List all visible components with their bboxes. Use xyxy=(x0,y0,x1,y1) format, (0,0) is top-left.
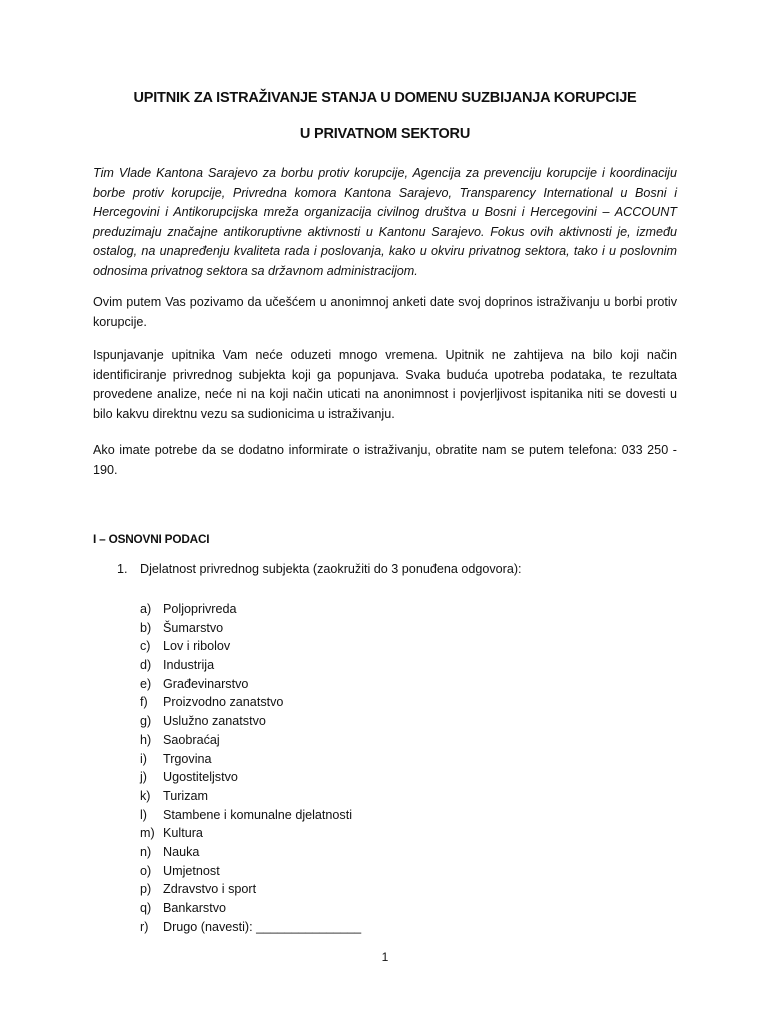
answer-options-list xyxy=(140,600,361,936)
answer-option[interactable] xyxy=(140,675,361,694)
option-label: Šumarstvo xyxy=(163,620,224,635)
option-label: Kultura xyxy=(163,826,203,841)
answer-option[interactable] xyxy=(140,768,361,787)
option-label: Poljoprivreda xyxy=(163,602,237,616)
document-title-line2: U PRIVATNOM SEKTORU xyxy=(299,126,471,142)
answer-option[interactable] xyxy=(140,712,361,731)
option-label: Saobraćaj xyxy=(163,732,220,747)
option-letter: a) xyxy=(140,602,152,616)
option-letter: m) xyxy=(140,826,155,841)
answer-option[interactable] xyxy=(140,637,361,656)
answer-option[interactable] xyxy=(140,731,361,750)
question-text: Djelatnost privrednog subjekta (zaokružiti do 3 ponuđena odgovora): xyxy=(140,562,522,576)
option-label: Bankarstvo xyxy=(163,901,226,915)
option-label: Ugostiteljstvo xyxy=(163,770,238,785)
option-letter: p) xyxy=(140,882,152,897)
invitation-paragraph: Ovim putem Vas pozivamo da učešćem u anonimnoj anketi date svoj doprinos istraživanju u borbi protiv korupcije. xyxy=(93,295,677,329)
answer-option[interactable] xyxy=(140,880,361,899)
option-letter: r) xyxy=(140,919,149,934)
option-label: Zdravstvo i sport xyxy=(163,882,257,897)
option-letter: b) xyxy=(140,620,152,635)
answer-option[interactable] xyxy=(140,899,361,918)
question-1 xyxy=(117,562,522,576)
option-letter: n) xyxy=(140,844,152,859)
option-label: Građevinarstvo xyxy=(163,676,249,691)
option-label: Lov i ribolov xyxy=(163,639,231,654)
option-label: Trgovina xyxy=(163,751,212,766)
answer-option[interactable] xyxy=(140,600,361,619)
option-letter: d) xyxy=(140,658,152,673)
option-letter: l) xyxy=(140,807,147,822)
option-letter: q) xyxy=(140,901,152,915)
option-label: Stambene i komunalne djelatnosti xyxy=(163,807,353,822)
option-label: Industrija xyxy=(163,658,215,673)
option-letter: h) xyxy=(140,732,152,747)
option-letter: j) xyxy=(140,770,147,785)
answer-option[interactable] xyxy=(140,843,361,862)
document-title-line1: UPITNIK ZA ISTRAŽIVANJE STANJA U DOMENU SUZBIJANJA KORUPCIJE xyxy=(133,90,637,106)
answer-option[interactable] xyxy=(140,918,361,937)
option-letter: f) xyxy=(140,695,148,710)
option-label: Drugo (navesti): _______________ xyxy=(163,919,362,934)
instructions-paragraph: Ispunjavanje upitnika Vam neće oduzeti mnogo vremena. Upitnik ne zahtijeva na bilo koji način identificiranje privrednog subjekta koji ga popunjava. Svaka buduća upotreba podataka, te rezultata provedene analize, neće ni na koji način uticati na anonimnost i povjerljivost ispitanika niti se dovesti u bilo kakvu direktnu vezu sa sudionicima u istraživanju. xyxy=(93,348,677,421)
question-number: 1. xyxy=(117,562,128,576)
option-letter: o) xyxy=(140,863,152,878)
option-letter: i) xyxy=(140,751,147,766)
contact-paragraph: Ako imate potrebe da se dodatno informirate o istraživanju, obratite nam se putem telefona: 033 250 - 190. xyxy=(93,443,677,477)
option-letter: c) xyxy=(140,639,151,654)
option-letter: e) xyxy=(140,676,152,691)
intro-paragraph: Tim Vlade Kantona Sarajevo za borbu protiv korupcije, Agencija za prevenciju korupcije i koordinaciju borbe protiv korupcije, Privredna komora Kantona Sarajevo, Transparency International u Bosni i Hercegovini i Antikorupcijska mreža organizacija civilnog društva u Bosni i Hercegovini – ACCOUNT preduzimaju značajne antikoruptivne aktivnosti u Kantonu Sarajevo. Fokus ovih aktivnosti je, između ostalog, na unapređenju kvaliteta rada i poslovanja, kako u okviru privatnog sektora, tako i u poslovnim odnosima privatnog sektora sa državnom administracijom. xyxy=(93,166,677,278)
option-letter: g) xyxy=(140,714,152,729)
answer-option[interactable] xyxy=(140,787,361,806)
option-label: Turizam xyxy=(163,788,209,803)
answer-option[interactable] xyxy=(140,619,361,638)
answer-option[interactable] xyxy=(140,824,361,843)
option-label: Umjetnost xyxy=(163,863,220,878)
answer-option[interactable] xyxy=(140,750,361,769)
option-letter: k) xyxy=(140,788,151,803)
answer-option[interactable] xyxy=(140,656,361,675)
option-label: Nauka xyxy=(163,844,200,859)
answer-option[interactable] xyxy=(140,862,361,881)
answer-option[interactable] xyxy=(140,806,361,825)
section-heading: I – OSNOVNI PODACI xyxy=(93,532,210,546)
option-label: Uslužno zanatstvo xyxy=(163,714,266,729)
page-number: 1 xyxy=(381,950,389,964)
option-label: Proizvodno zanatstvo xyxy=(163,695,284,710)
answer-option[interactable] xyxy=(140,693,361,712)
